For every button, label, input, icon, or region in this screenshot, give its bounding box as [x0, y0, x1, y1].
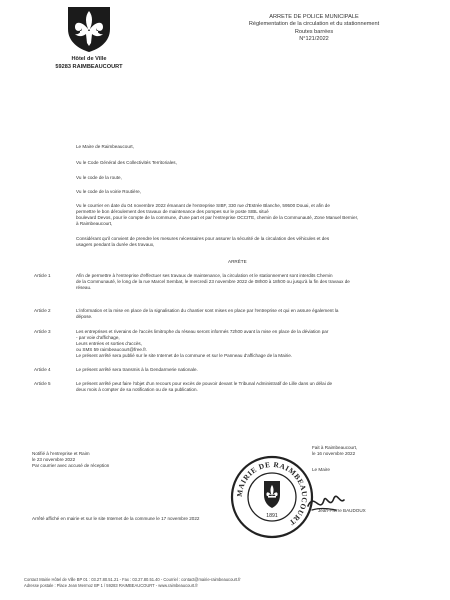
- stamp-text: MAIRIE DE RAIMBEAUCOURT: [234, 459, 310, 528]
- municipal-stamp-icon: [230, 455, 314, 539]
- article-line: ou SMS 59 raimbeaucourt@free.fr.: [76, 347, 148, 352]
- mayor-name: Jean-Pierre BAUDOUX: [318, 508, 366, 513]
- article-line: Le présent arrêté sera publié sur le site Internet de la commune et sur le Panneau d'affichage de la Mairie.: [76, 353, 293, 358]
- signature-block: [312, 445, 357, 473]
- town-hall-address: [48, 56, 130, 71]
- footer-address: Adresse postale : Place Jean Mermoz BP 1 / 59283 RAIMBEAUCOURT - www.raimbeaucourt.fr: [24, 582, 198, 588]
- article-line: réseau.: [76, 285, 92, 290]
- vu-paragraph-4: [76, 203, 426, 227]
- considerant-paragraph: [76, 236, 426, 248]
- article-line: - par voie d'affichage,: [76, 335, 120, 340]
- notification-method: Par courrier avec accusé de réception: [32, 463, 110, 468]
- notification-line-1: Notifié à l'entreprise et Raim: [32, 451, 90, 456]
- article-line: Les entreprises et riverains de l'accès limitrophe du réseau seront informés 72h00 avant la mise en place de la déviation par: [76, 329, 329, 334]
- vu-line-1: Vu le Code Général des Collectivités Territoriales,: [76, 160, 177, 165]
- signed-at: Fait à Raimbeaucourt,: [312, 445, 358, 450]
- posting-notice: Arrêté affiché en mairie et sur le site Internet de la commune le 17 novembre 2022: [32, 516, 200, 521]
- considerant-line-1: Considérant qu'il convient de prendre les mesures nécessaires pour assurer la sécurité de la circulation des véhicules et des: [76, 236, 330, 241]
- town-postcode: 59283 RAIMBEAUCOURT: [55, 63, 123, 70]
- vu-4-line-b: permettre le bon déroulement des travaux de maintenance des pompes sur le poste SIBL situé: [76, 209, 269, 214]
- notification-date: le 23 novembre 2022: [32, 457, 76, 462]
- article-label: Article 1: [34, 273, 51, 278]
- article-line: Le présent arrêté peut faire l'objet d'un recours pour excès de pouvoir devant le Tribunal Administratif de Lille dans un délai de: [76, 381, 333, 386]
- decree-subject: Réglementation de la circulation et du stationnement: [248, 21, 380, 28]
- considerant-line-2: usagers pendant la durée des travaux,: [76, 242, 155, 247]
- article-label: Article 3: [34, 329, 51, 334]
- article-line: L'information et la mise en place de la signalisation du chantier sont mises en place par l'entreprise et qui en assure également la: [76, 308, 339, 313]
- article-body: [76, 367, 198, 373]
- article-line: deux mois à compter de sa notification ou de sa publication.: [76, 387, 198, 392]
- article-body: [76, 308, 338, 320]
- vu-line-2: Vu le code de la route,: [76, 175, 122, 180]
- article-line: de la Communauté, le long de la rue Marcel Sembat, le mercredi 23 novembre 2022 de 08h00 à 18h00 ou jusqu'à la fin des travaux de: [76, 279, 350, 284]
- decree-number: N°121/2022: [299, 35, 329, 42]
- vu-4-line-a: Vu le courrier en date du 04 novembre 2022 émanant de l'entreprise SIBF, 330 rue d'Estrée Blanche, 59500 Douai, et afin de: [76, 203, 330, 208]
- fleur-de-lis-shield-icon: [64, 5, 114, 53]
- arrete-heading: ARRÊTE: [228, 259, 247, 264]
- article-line: Le présent arrêté sera transmis à la Gendarmerie nationale.: [76, 367, 198, 372]
- town-hall-label: Hôtel de Ville: [71, 56, 107, 62]
- vu-line-3: Vu le code de la voirie Routière,: [76, 189, 141, 194]
- notification-block: [32, 451, 109, 469]
- vu-4-line-c: boulevard Devos, pour le compte de la commune, d'une part et par l'entreprise OCCITE, chemin de la Communauté, Zone Manuel Bernier,: [76, 215, 359, 220]
- article-body: [76, 381, 332, 393]
- stamp-year: 1891: [266, 513, 278, 519]
- article-line: Afin de permettre à l'entreprise d'effectuer ses travaux de maintenance, la circulation et le stationnement sont interdits Chemin: [76, 273, 333, 278]
- article-body: [76, 273, 350, 291]
- vu-4-line-d: à Raimbeaucourt,: [76, 221, 113, 226]
- article-label: Article 2: [34, 308, 51, 313]
- article-line: Leurs entrées et sorties d'accès,: [76, 341, 142, 346]
- article-line: dépose.: [76, 314, 93, 319]
- article-body: [76, 329, 328, 359]
- mayor-line: Le Maire de Raimbeaucourt,: [76, 144, 134, 149]
- decree-title-block: [224, 14, 404, 43]
- signed-date: le 16 novembre 2022: [312, 451, 356, 456]
- article-label: Article 4: [34, 367, 51, 372]
- mayor-title: Le Maire: [312, 467, 330, 472]
- article-label: Article 5: [34, 381, 51, 386]
- footer: [24, 577, 241, 588]
- decree-topic: Routes barrées: [294, 28, 334, 35]
- decree-title: ARRETE DE POLICE MUNICIPALE: [269, 14, 359, 20]
- footer-contact: Contact Mairie Hôtel de Ville BP 01 : 03.27.80.51.21 - Fax : 03.27.80.51.40 - Courriel : contact@mairie-raimbeaucourt.fr: [24, 577, 241, 582]
